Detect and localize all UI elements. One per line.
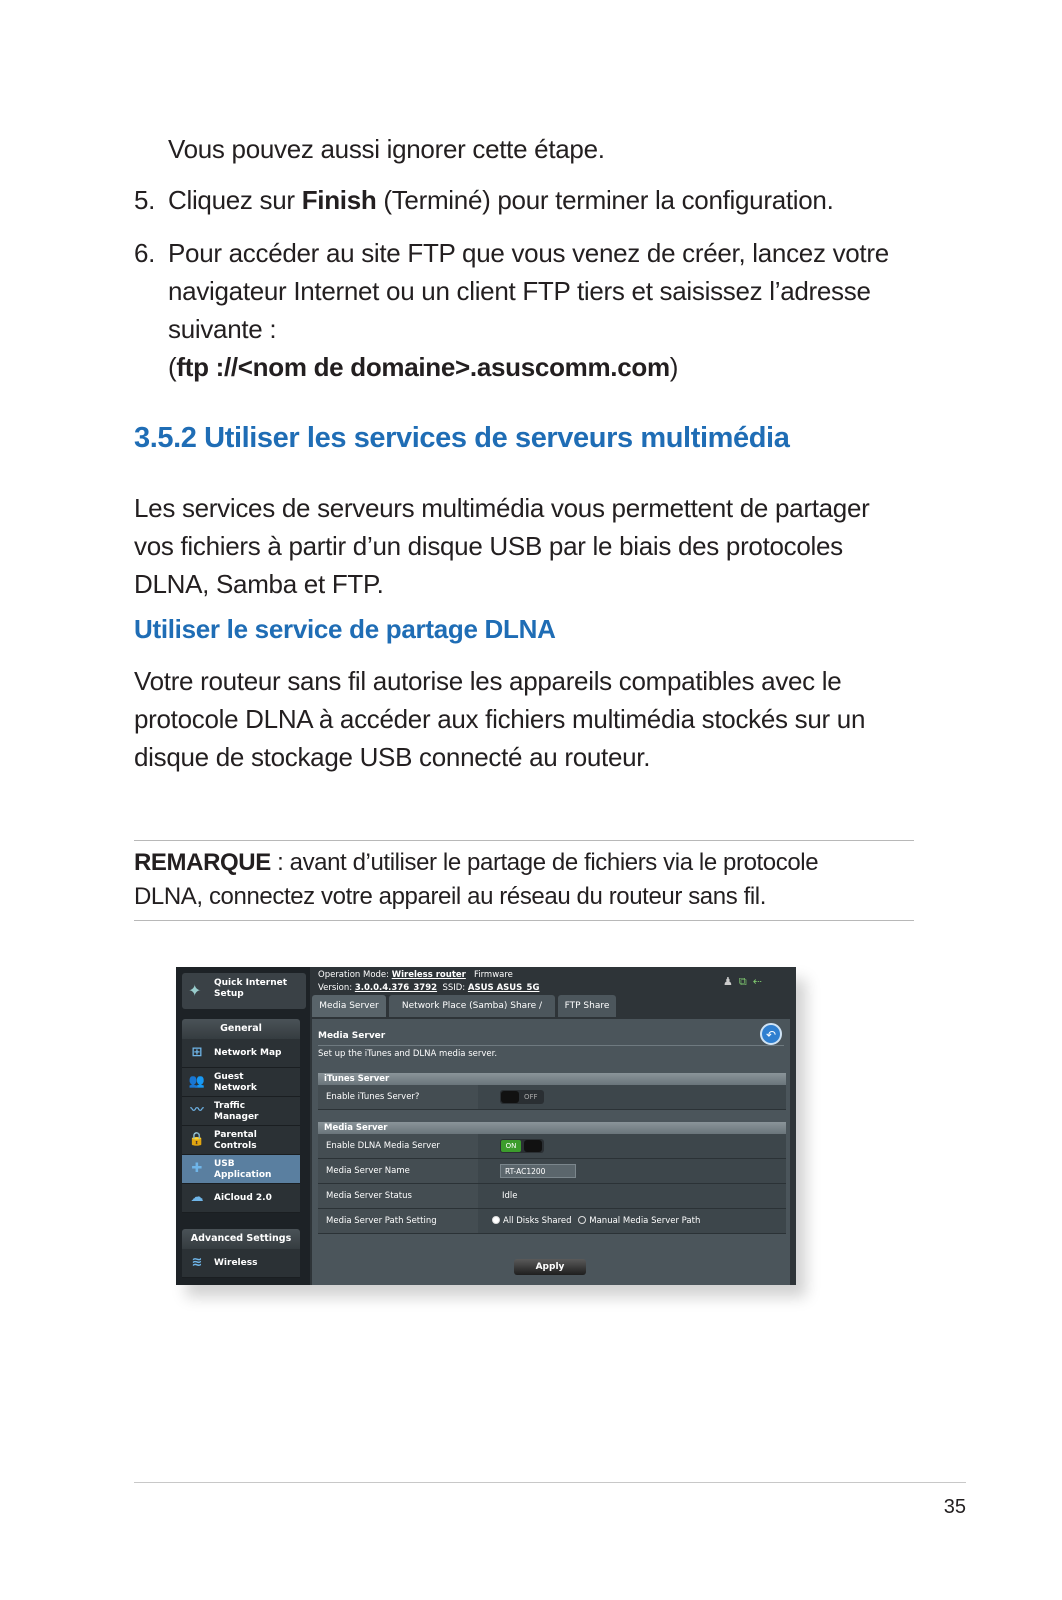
quick-setup-button[interactable]: ✦ Quick Internet Setup [182, 973, 306, 1009]
apply-button[interactable]: Apply [514, 1259, 586, 1275]
media-section-header: Media Server [318, 1122, 786, 1134]
sidebar-item-usb-application[interactable]: ✚ USB Application [182, 1155, 300, 1184]
step-number: 6. [134, 238, 156, 268]
subsection-title: Utiliser le service de partage DLNA [134, 614, 556, 644]
cloud-icon: ☁ [190, 1190, 204, 1205]
router-ui-screenshot [176, 967, 796, 1285]
tab-ftp-share[interactable]: FTP Share [558, 995, 616, 1017]
server-name-input[interactable]: RT-AC1200 [500, 1164, 576, 1178]
note-label: REMARQUE [134, 849, 271, 876]
continuation-text: Vous pouvez aussi ignorer cette étape. [168, 134, 605, 164]
lock-icon: 🔒 [188, 1132, 206, 1147]
status-icons [723, 975, 768, 989]
sidebar [176, 967, 310, 1285]
media-server-panel [312, 1019, 790, 1285]
advanced-settings-header: Advanced Settings [182, 1229, 300, 1249]
network-map-icon: ⊞ [191, 1045, 203, 1060]
sidebar-item-traffic-manager[interactable]: 〰 Traffic Manager [182, 1097, 300, 1126]
itunes-toggle[interactable]: OFF [500, 1090, 544, 1104]
firmware-version-link[interactable]: 3.0.0.4.376_3792 [354, 983, 438, 993]
usb-icon[interactable]: ⇠ [752, 975, 768, 988]
sidebar-item-parental-controls[interactable]: 🔒 Parental Controls [182, 1126, 300, 1155]
step-number: 5. [134, 185, 156, 215]
radio-all-disks[interactable] [492, 1216, 500, 1224]
itunes-row: Enable iTunes Server? OFF [318, 1085, 786, 1110]
page-number: 35 [943, 1496, 966, 1518]
sidebar-item-aicloud[interactable]: ☁ AiCloud 2.0 [182, 1184, 300, 1213]
finish-keyword: Finish [301, 185, 377, 215]
wand-icon: ✦ [188, 981, 202, 1000]
ftp-address: (ftp ://<nom de domaine>.asuscomm.com) [168, 352, 679, 382]
sidebar-item-guest-network[interactable]: 👥 Guest Network [182, 1068, 300, 1097]
network-status-icon[interactable]: ⧉ [738, 975, 753, 988]
note-top-rule [134, 840, 914, 841]
note-box: REMARQUE : avant d’utiliser le partage de fichiers via le protocole DLNA, connectez votre appareil au réseau du routeur sans fil. [134, 849, 819, 910]
panel-title: Media Server [318, 1031, 386, 1041]
sidebar-item-network-map[interactable]: ⊞ Network Map [182, 1039, 300, 1068]
user-icon[interactable]: ♟ [723, 975, 739, 988]
dlna-row: Enable DLNA Media Server ON [318, 1134, 786, 1159]
status-bar: Operation Mode: Wireless router Firmware Version: 3.0.0.4.376_3792 SSID: ASUS ASUS_5G ♟⧉⇠ [318, 970, 768, 993]
general-header: General [182, 1019, 300, 1039]
path-setting-row: Media Server Path Setting All Disks Shared Manual Media Server Path [318, 1209, 786, 1234]
puzzle-icon: ✚ [191, 1161, 203, 1176]
back-icon[interactable]: ↶ [760, 1023, 782, 1045]
guest-network-icon: 👥 [188, 1074, 206, 1089]
tab-media-server[interactable]: Media Server [312, 995, 386, 1017]
radio-manual-path[interactable] [578, 1216, 586, 1224]
panel-description: Set up the iTunes and DLNA media server. [318, 1049, 498, 1059]
dlna-toggle[interactable]: ON [500, 1139, 544, 1153]
tab-samba-share[interactable]: Network Place (Samba) Share / [389, 995, 555, 1017]
traffic-manager-icon: 〰 [190, 1103, 204, 1118]
server-name-row: Media Server Name RT-AC1200 [318, 1159, 786, 1184]
itunes-section-header: iTunes Server [318, 1073, 786, 1085]
server-status-row: Media Server Status Idle [318, 1184, 786, 1209]
sidebar-item-wireless[interactable]: ≋ Wireless [182, 1249, 300, 1278]
status-value: Idle [502, 1191, 518, 1201]
intro-paragraph: Les services de serveurs multimédia vous permettent de partager vos fichiers à partir d’un disque USB par le biais des protocoles DLNA, Samba et FTP. [134, 493, 870, 599]
wifi-icon: ≋ [191, 1255, 203, 1270]
note-bottom-rule [134, 920, 914, 921]
dlna-paragraph: Votre routeur sans fil autorise les appareils compatibles avec le protocole DLNA à accéder aux fichiers multimédia stockés sur un disque de stockage USB connecté au routeur. [134, 666, 866, 772]
section-title: 3.5.2 Utiliser les services de serveurs multimédia [134, 422, 790, 454]
footer-rule [134, 1482, 966, 1483]
operation-mode-link[interactable]: Wireless router [391, 970, 466, 980]
